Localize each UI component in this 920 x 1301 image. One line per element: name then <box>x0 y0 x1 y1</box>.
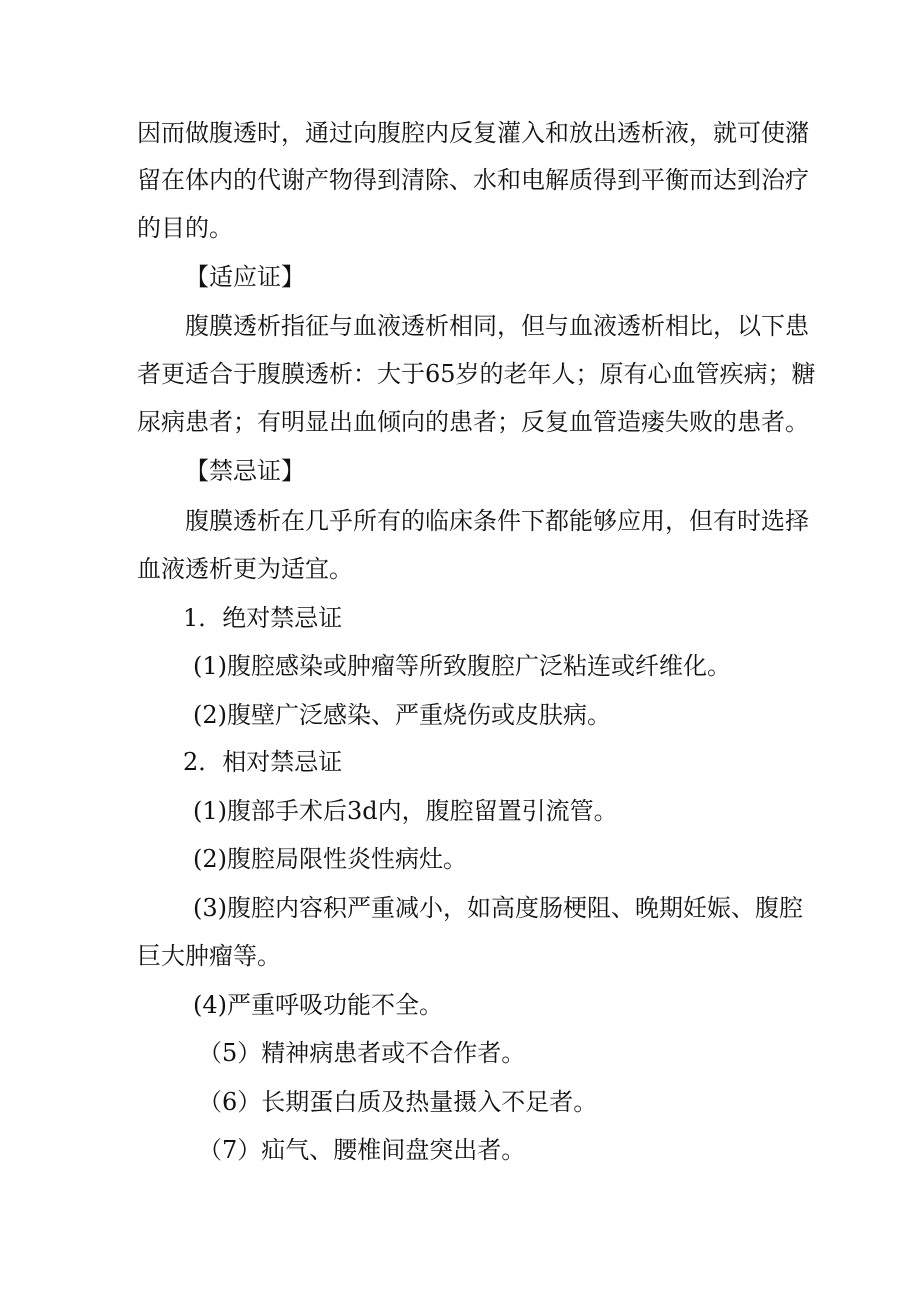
relative-item-2: (2)腹腔局限性炎性病灶。 <box>193 845 467 873</box>
absolute-contraindications-title: 1．绝对禁忌证 <box>183 604 343 632</box>
intro-line-1: 因而做腹透时，通过向腹腔内反复灌入和放出透析液，就可使潴 <box>137 119 809 147</box>
contraindications-heading: 【禁忌证】 <box>185 457 305 485</box>
intro-line-3: 的目的。 <box>137 214 233 242</box>
relative-item-7: （7）疝气、腰椎间盘突出者。 <box>198 1136 526 1164</box>
relative-item-1: (1)腹部手术后3d内，腹腔留置引流管。 <box>193 797 618 825</box>
relative-item-3-line-2: 巨大肿瘤等。 <box>137 942 281 970</box>
absolute-item-2: (2)腹壁广泛感染、严重烧伤或皮肤病。 <box>193 701 611 729</box>
indications-line-2: 者更适合于腹膜透析：大于65岁的老年人；原有心血管疾病；糖 <box>137 360 816 388</box>
contraindications-para-line-1: 腹膜透析在几乎所有的临床条件下都能够应用，但有时选择 <box>185 507 809 535</box>
contraindications-para-line-2: 血液透析更为适宜。 <box>137 555 353 583</box>
relative-item-3-line-1: (3)腹腔内容积严重减小，如高度肠梗阻、晚期妊娠、腹腔 <box>193 894 803 922</box>
indications-heading: 【适应证】 <box>185 263 305 291</box>
indications-line-1: 腹膜透析指征与血液透析相同，但与血液透析相比，以下患 <box>185 312 809 340</box>
relative-item-6: （6）长期蛋白质及热量摄入不足者。 <box>198 1088 598 1116</box>
relative-item-4: (4)严重呼吸功能不全。 <box>193 991 443 1019</box>
intro-line-2: 留在体内的代谢产物得到清除、水和电解质得到平衡而达到治疗 <box>137 166 809 194</box>
absolute-item-1: (1)腹腔感染或肿瘤等所致腹腔广泛粘连或纤维化。 <box>193 652 731 680</box>
indications-line-3: 尿病患者；有明显出血倾向的患者；反复血管造瘘失败的患者。 <box>137 408 809 436</box>
relative-contraindications-title: 2．相对禁忌证 <box>183 748 343 776</box>
relative-item-5: （5）精神病患者或不合作者。 <box>198 1039 526 1067</box>
